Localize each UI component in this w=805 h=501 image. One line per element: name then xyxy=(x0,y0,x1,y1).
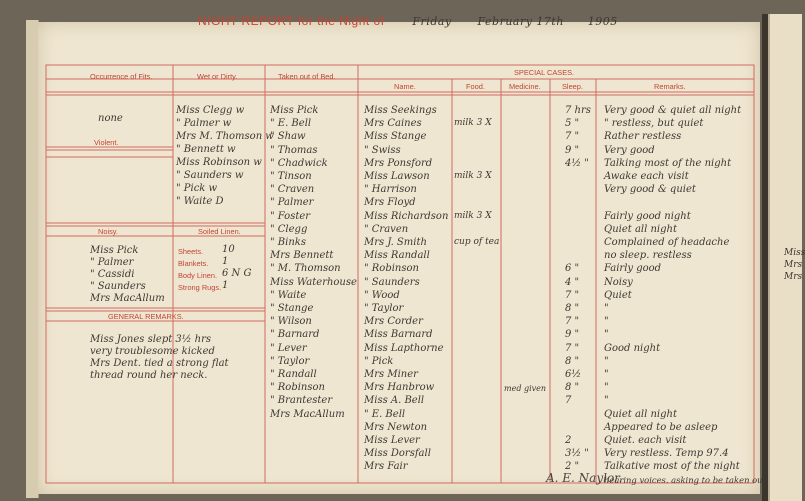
bed-entry: " Stange xyxy=(270,303,314,314)
food-entry: milk 3 X xyxy=(454,210,492,221)
special-case-name: Mrs Fair xyxy=(364,461,408,473)
sleep-entry: 8 " xyxy=(565,382,580,394)
title-date: February 17th xyxy=(477,15,564,28)
title-year: 1905 xyxy=(587,15,618,28)
soiled-linen-label: Sheets. xyxy=(178,247,204,256)
general-remark-line: thread round her neck. xyxy=(90,370,208,381)
medicine-entry: med given xyxy=(504,384,547,394)
special-case-name: " Swiss xyxy=(364,144,401,156)
bed-entry: " M. Thomson xyxy=(270,263,341,275)
special-case-name: Mrs Corder xyxy=(364,316,423,328)
remark-entry: Talkative most of the night xyxy=(604,461,740,473)
header-general-remarks: GENERAL REMARKS. xyxy=(108,312,184,321)
remark-entry: Rather restless xyxy=(604,131,682,143)
special-case-name: Miss A. Bell xyxy=(364,395,425,407)
noisy-entry: Mrs MacAllum xyxy=(90,293,165,304)
noisy-entry: " Saunders xyxy=(90,281,146,292)
sleep-entry: 2 " xyxy=(565,461,580,473)
special-case-name: Mrs Miner xyxy=(364,369,418,380)
soiled-linen-value: 1 xyxy=(222,280,229,291)
remark-entry: Very good & quiet xyxy=(604,184,696,196)
bed-entry: " Brantester xyxy=(270,395,333,407)
noisy-entry: " Palmer xyxy=(90,257,134,268)
bed-entry: Miss Waterhouse xyxy=(270,276,357,288)
bed-entry: " Waite xyxy=(270,289,307,301)
remark-entry: hearing voices. asking to be taken out xyxy=(604,474,766,485)
special-case-name: Mrs J. Smith xyxy=(364,237,427,248)
header-food: Food. xyxy=(466,82,485,91)
sleep-entry: 7 " xyxy=(565,289,580,301)
bed-entry: " Wilson xyxy=(270,316,312,328)
bed-entry: " Binks xyxy=(270,237,306,248)
sleep-entry: 3½ " xyxy=(565,448,589,460)
sleep-entry: 6½ xyxy=(565,369,582,380)
wet-entry: " Pick w xyxy=(176,183,218,194)
header-sleep: Sleep. xyxy=(562,82,583,91)
header-wet: Wet or Dirty. xyxy=(197,72,238,81)
right-page-entry: Mrs xyxy=(784,260,803,270)
bed-entry: " Lever xyxy=(270,342,307,354)
remark-entry: " xyxy=(604,382,609,394)
soiled-linen-label: Blankets. xyxy=(178,259,209,268)
wet-entry: Miss Clegg w xyxy=(176,105,245,116)
special-case-name: Miss Randall xyxy=(364,250,430,262)
bed-entry: Mrs Bennett xyxy=(270,250,334,262)
soiled-linen-label: Strong Rugs. xyxy=(178,283,222,292)
remark-entry: Quiet all night xyxy=(604,223,677,235)
right-page-entry: Miss xyxy=(784,248,805,258)
fit-entry: none xyxy=(98,113,123,124)
remark-entry: " xyxy=(604,369,609,380)
special-case-name: " Taylor xyxy=(364,303,404,314)
noisy-entry: " Cassidi xyxy=(90,269,135,280)
header-bed: Taken out of Bed. xyxy=(278,72,336,81)
remark-entry: no sleep. restless xyxy=(604,250,692,262)
remark-entry: Very restless. Temp 97.4 xyxy=(604,448,729,460)
sleep-entry: 4½ " xyxy=(565,157,589,169)
header-remarks: Remarks. xyxy=(654,82,686,91)
special-case-name: Miss Barnard xyxy=(364,329,433,341)
header-violent: Violent. xyxy=(94,138,119,147)
special-case-name: " Saunders xyxy=(364,276,420,288)
bed-entry: " Clegg xyxy=(270,223,308,235)
bed-entry: Mrs MacAllum xyxy=(270,408,345,420)
special-case-name: Mrs Newton xyxy=(364,421,428,433)
header-special: SPECIAL CASES. xyxy=(514,68,575,77)
wet-entry: " Bennett w xyxy=(176,144,236,155)
special-case-name: Miss Dorsfall xyxy=(364,448,431,460)
bed-entry: " Foster xyxy=(270,210,311,222)
remark-entry: Fairly good night xyxy=(604,210,691,222)
special-case-name: Miss Lever xyxy=(364,435,420,446)
sleep-entry: 8 " xyxy=(565,355,580,367)
special-case-name: " Pick xyxy=(364,355,394,367)
sleep-entry: 4 " xyxy=(565,276,580,288)
bed-entry: " Tinson xyxy=(270,171,312,182)
sleep-entry: 2 xyxy=(565,435,572,446)
general-remark-line: Miss Jones slept 3½ hrs xyxy=(90,334,212,345)
signature: A. E. Naylor. xyxy=(546,471,623,485)
remark-entry: Noisy xyxy=(604,276,633,288)
wet-entry: " Palmer w xyxy=(176,118,232,129)
title-day: Friday xyxy=(412,15,452,28)
soiled-linen-value: 10 xyxy=(222,244,235,255)
bed-entry: " Palmer xyxy=(270,197,314,209)
special-case-name: Mrs Floyd xyxy=(364,197,416,209)
remark-entry: " xyxy=(604,303,609,314)
remark-entry: " xyxy=(604,355,609,367)
header-noisy: Noisy. xyxy=(98,227,118,236)
bed-entry: " Craven xyxy=(270,184,315,196)
bed-entry: " Shaw xyxy=(270,131,306,143)
wet-entry: Miss Robinson w xyxy=(176,157,262,168)
special-case-name: Miss Lapthorne xyxy=(364,342,444,354)
remark-entry: Fairly good xyxy=(604,263,662,275)
soiled-linen-value: 1 xyxy=(222,256,229,267)
remark-entry: Quiet. each visit xyxy=(604,435,687,446)
bed-entry: " Randall xyxy=(270,369,317,380)
special-case-name: " Wood xyxy=(364,289,400,301)
right-page-entry: Mrs xyxy=(784,272,803,282)
special-case-name: Miss Richardson xyxy=(364,210,449,222)
header-medicine: Medicine. xyxy=(509,82,541,91)
remark-entry: " xyxy=(604,395,609,407)
remark-entry: Appeared to be asleep xyxy=(604,421,718,433)
special-case-name: " Harrison xyxy=(364,184,417,196)
wet-entry: " Saunders w xyxy=(176,170,244,181)
remark-entry: Good night xyxy=(604,342,661,354)
sleep-entry: 7 xyxy=(565,395,572,407)
sleep-entry: 7 " xyxy=(565,342,580,354)
special-case-name: Miss Seekings xyxy=(364,105,437,116)
remark-entry: " restless, but quiet xyxy=(604,118,704,130)
bed-entry: " Taylor xyxy=(270,355,310,367)
right-page xyxy=(768,14,805,501)
sleep-entry: 8 " xyxy=(565,303,580,314)
remark-entry: " xyxy=(604,329,609,341)
remark-entry: Very good & quiet all night xyxy=(604,105,742,116)
sleep-entry: 9 " xyxy=(565,144,580,156)
special-case-name: Miss Stange xyxy=(364,131,427,143)
wet-entry: " Waite D xyxy=(176,196,224,207)
wet-entry: Mrs M. Thomson w xyxy=(176,131,274,142)
food-entry: cup of tea xyxy=(454,237,500,247)
special-case-name: Mrs Hanbrow xyxy=(364,382,435,394)
remark-entry: Complained of headache xyxy=(604,237,730,248)
bed-entry: " E. Bell xyxy=(270,118,312,130)
general-remark-line: very troublesome kicked xyxy=(90,346,215,357)
general-remark-line: Mrs Dent. tied a strong flat xyxy=(90,358,229,369)
sleep-entry: 5 " xyxy=(565,118,580,130)
noisy-entry: Miss Pick xyxy=(90,245,139,256)
special-case-name: " E. Bell xyxy=(364,408,406,420)
remark-entry: Quiet all night xyxy=(604,408,677,420)
title-prefix: NIGHT REPORT for the Night of xyxy=(198,14,385,28)
sleep-entry: 7 " xyxy=(565,131,580,143)
remark-entry: Talking most of the night xyxy=(604,157,732,169)
sleep-entry: 7 " xyxy=(565,316,580,328)
remark-entry: Awake each visit xyxy=(604,171,689,182)
bed-entry: " Chadwick xyxy=(270,157,328,169)
special-case-name: " Robinson xyxy=(364,263,419,275)
food-entry: milk 3 X xyxy=(454,118,492,129)
special-case-name: Miss Lawson xyxy=(364,171,430,182)
remark-entry: Quiet xyxy=(604,289,632,301)
soiled-linen-label: Body Linen. xyxy=(178,271,218,280)
header-name: Name. xyxy=(394,82,416,91)
report-title xyxy=(198,14,618,28)
special-case-name: Mrs Caines xyxy=(364,118,422,130)
sleep-entry: 9 " xyxy=(565,329,580,341)
header-soiled-linen: Soiled Linen. xyxy=(198,227,241,236)
sleep-entry: 7 hrs xyxy=(565,105,591,116)
special-case-name: " Craven xyxy=(364,223,409,235)
remark-entry: Very good xyxy=(604,144,655,156)
soiled-linen-value: 6 N G xyxy=(222,268,252,279)
bed-entry: Miss Pick xyxy=(270,105,319,116)
bed-entry: " Robinson xyxy=(270,382,325,394)
sleep-entry: 6 " xyxy=(565,263,580,275)
header-fits: Occurrence of Fits. xyxy=(90,72,153,81)
bed-entry: " Thomas xyxy=(270,144,318,156)
special-case-name: Mrs Ponsford xyxy=(364,157,433,169)
report-page xyxy=(38,22,766,494)
remark-entry: " xyxy=(604,316,609,328)
food-entry: milk 3 X xyxy=(454,171,492,181)
bed-entry: " Barnard xyxy=(270,329,320,341)
